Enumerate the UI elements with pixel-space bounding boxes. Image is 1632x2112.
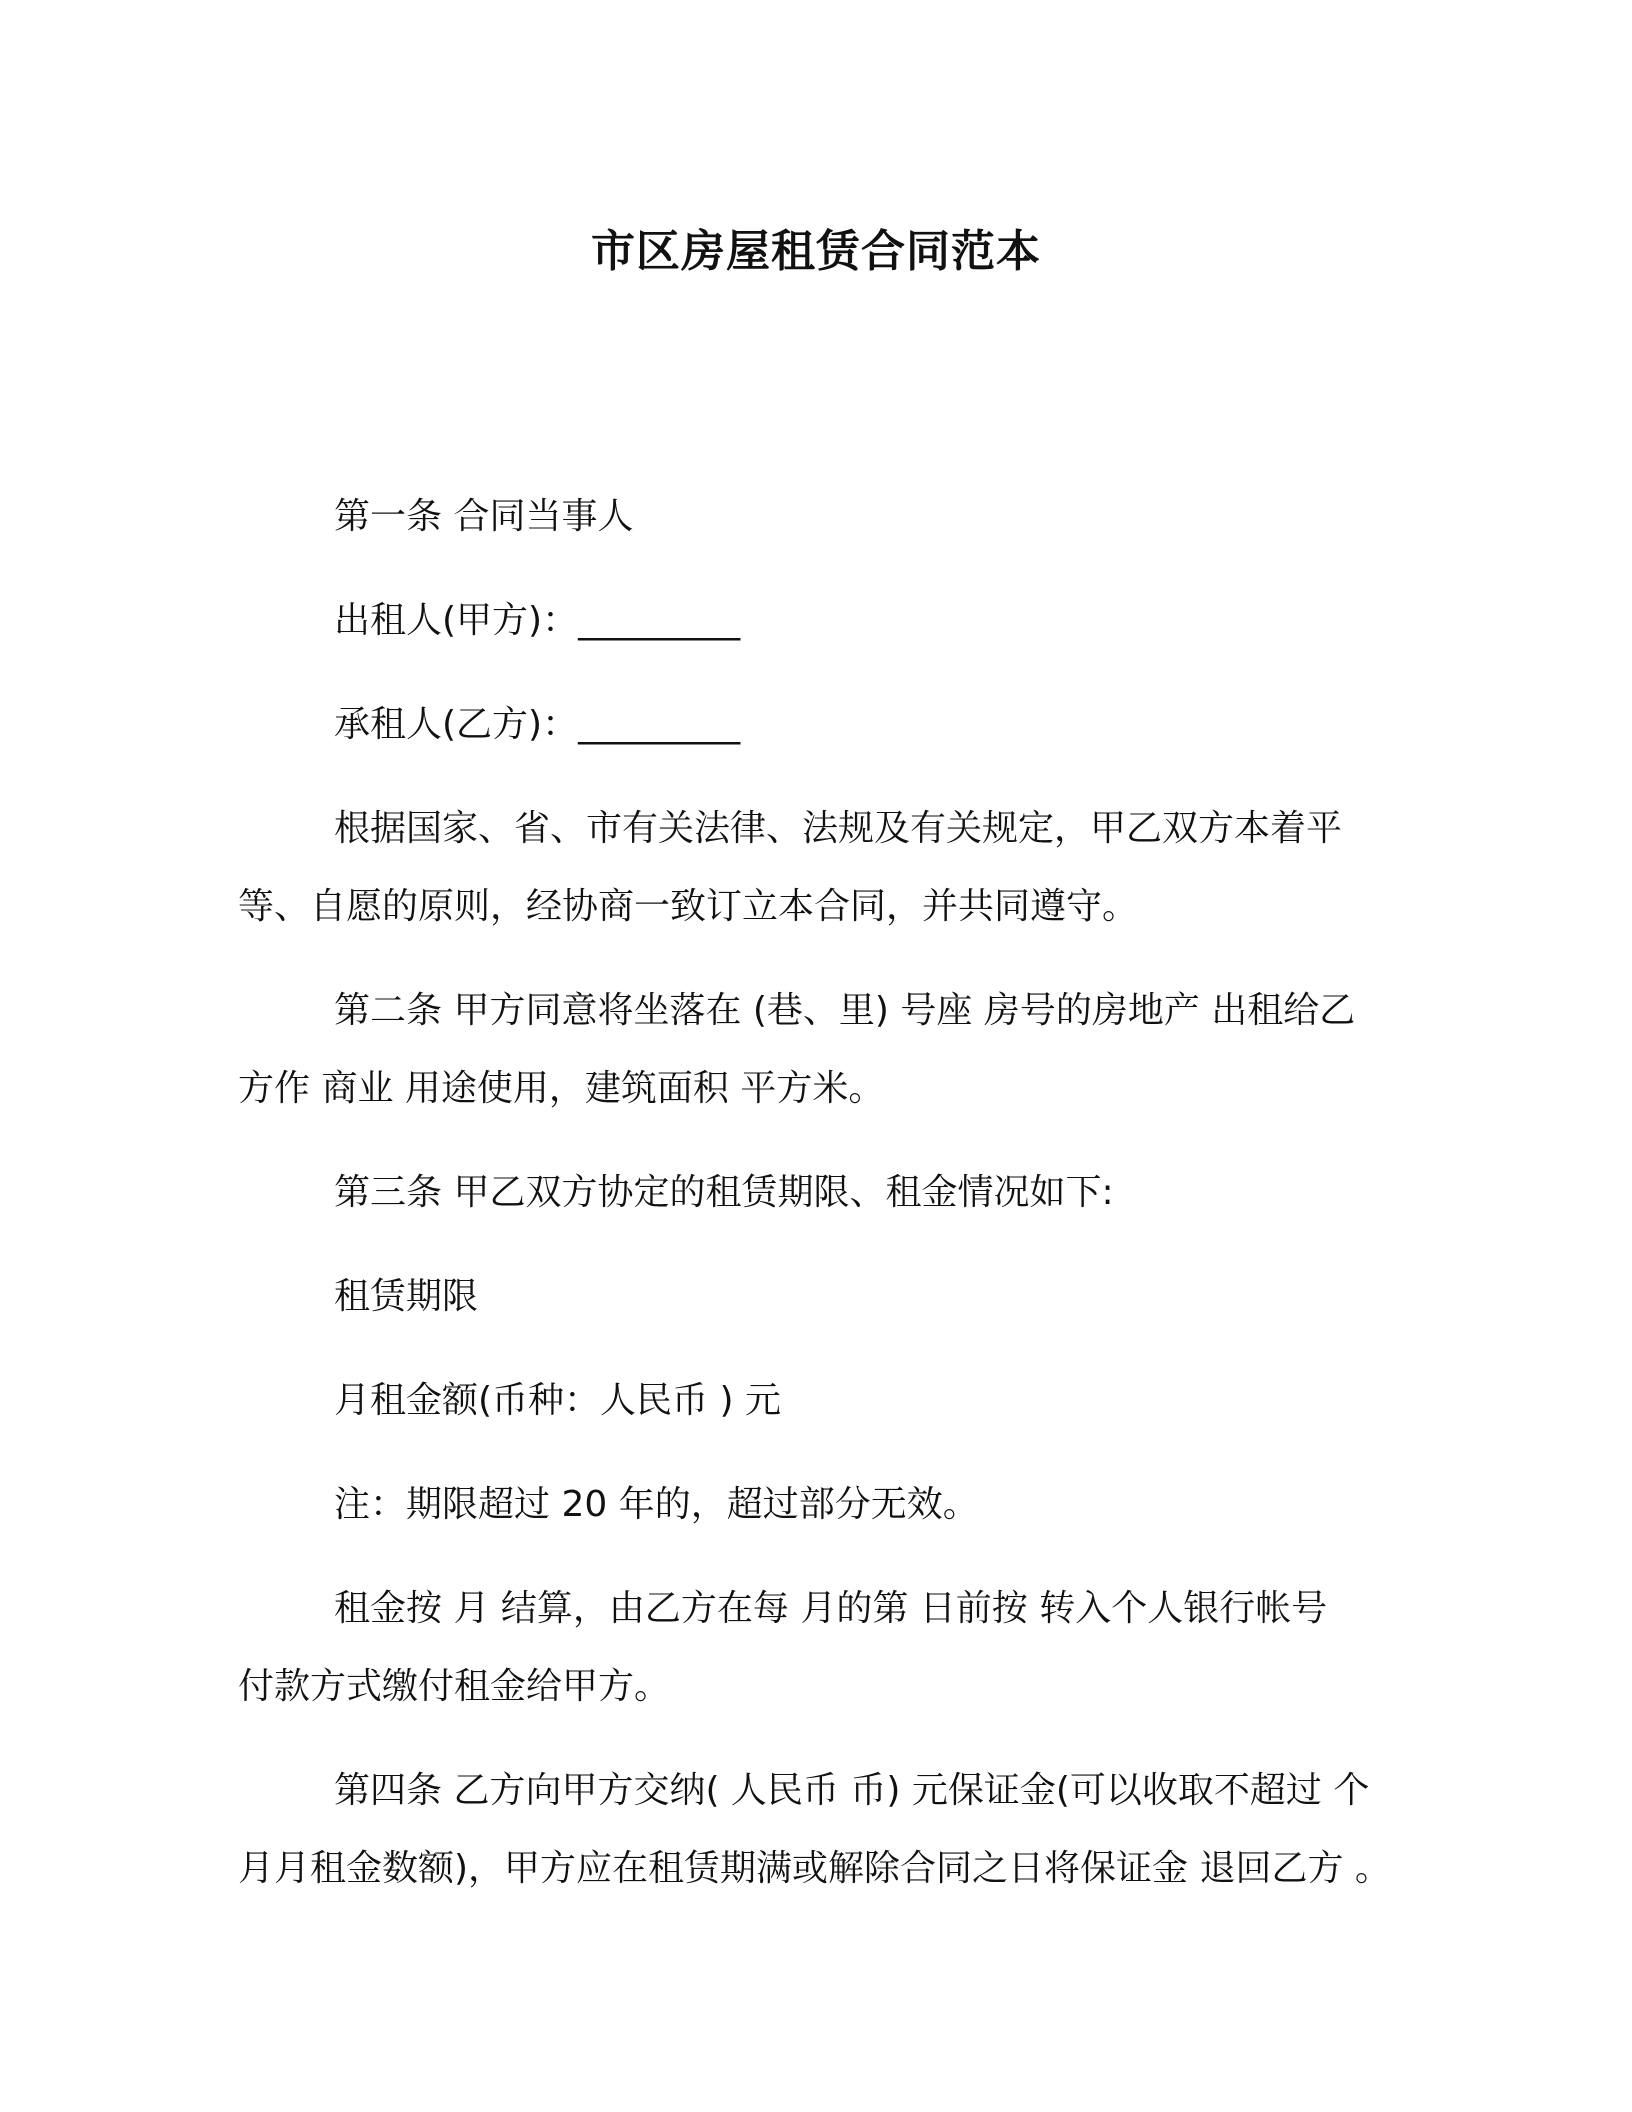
term-note: 注：期限超过 20 年的，超过部分无效。 xyxy=(334,1484,979,1525)
clause-4-line-1: 第四条 乙方向甲方交纳( 人民币 币) 元保证金(可以收取不超过 个 xyxy=(334,1770,1370,1811)
payment-line-1: 租金按 月 结算，由乙方在每 月的第 日前按 转入个人银行帐号 xyxy=(334,1588,1328,1629)
document-title: 市区房屋租赁合同范本 xyxy=(591,226,1041,277)
preamble-line-2: 等、自愿的原则，经协商一致订立本合同，并共同遵守。 xyxy=(238,886,1139,927)
lessor-field: 出租人(甲方)：_________ xyxy=(334,600,741,641)
lessee-field: 承租人(乙方)：_________ xyxy=(334,704,741,745)
lease-term-label: 租赁期限 xyxy=(334,1276,479,1317)
clause-4-line-2: 月月租金数额)，甲方应在租赁期满或解除合同之日将保证金 退回乙方 。 xyxy=(238,1848,1391,1889)
preamble-line-1: 根据国家、省、市有关法律、法规及有关规定，甲乙双方本着平 xyxy=(334,808,1343,849)
clause-3-heading: 第三条 甲乙双方协定的租赁期限、租金情况如下: xyxy=(334,1172,1114,1213)
clause-2-line-2: 方作 商业 用途使用，建筑面积 平方米。 xyxy=(238,1068,885,1109)
clause-1-heading: 第一条 合同当事人 xyxy=(334,496,634,537)
clause-2-line-1: 第二条 甲方同意将坐落在 (巷、里) 号座 房号的房地产 出租给乙 xyxy=(334,990,1356,1031)
monthly-rent-line: 月租金额(币种：人民币 ) 元 xyxy=(334,1380,781,1421)
payment-line-2: 付款方式缴付租金给甲方。 xyxy=(238,1666,671,1707)
